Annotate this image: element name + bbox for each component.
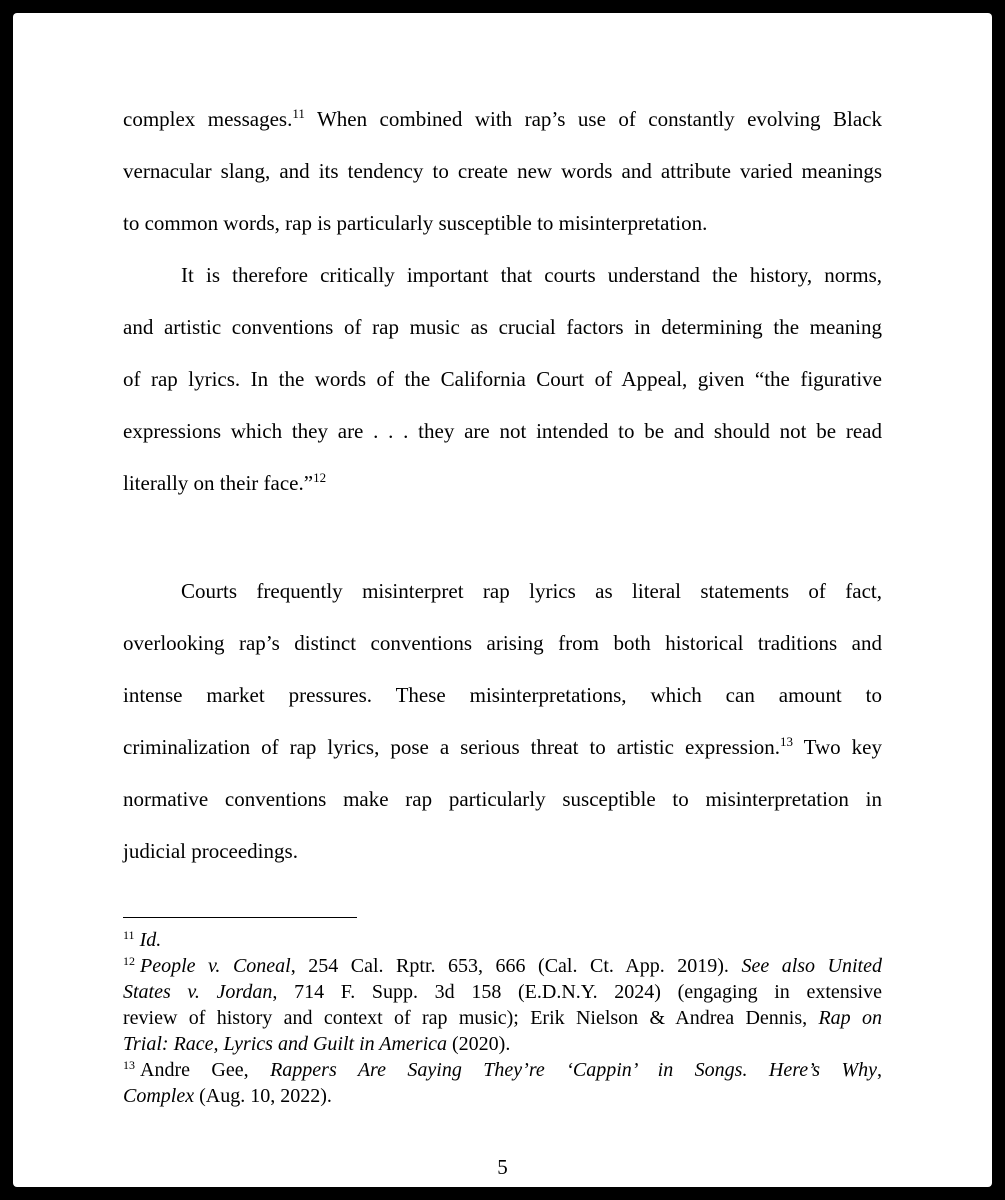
paragraph-2-line-5 xyxy=(123,457,882,509)
text-run: complex messages. xyxy=(123,107,293,131)
footnote-separator xyxy=(123,917,357,918)
footnote-12-line-2 xyxy=(123,979,882,1005)
footnote-text: Id. xyxy=(139,929,162,951)
body-text xyxy=(123,93,882,877)
paragraph-2-line-4: expressions which they are . . . they are not intended to be and should not be read xyxy=(123,419,882,443)
paragraph-3-line-2: overlooking rap’s distinct conventions arising from both historical traditions and xyxy=(123,631,882,655)
signal: See also United xyxy=(741,955,882,977)
citation: (Aug. 10, 2022). xyxy=(194,1085,332,1107)
book-title: Trial: Race, Lyrics and Guilt in America xyxy=(123,1033,448,1055)
text-run: Two key xyxy=(793,735,883,759)
citation: , 254 Cal. Rptr. 653, 666 (Cal. Ct. App. 2019). xyxy=(290,955,742,977)
citation: , xyxy=(876,1059,882,1081)
footnote-12-line-1 xyxy=(123,953,882,979)
publication-name: Complex xyxy=(123,1085,195,1107)
paragraph-1-line-1 xyxy=(123,93,882,145)
footnote-ref-11[interactable]: 11 xyxy=(292,106,305,121)
footnote-13-line-1 xyxy=(123,1057,882,1083)
footnote-number: 11 xyxy=(123,928,135,942)
book-title: Rap on xyxy=(818,1007,882,1029)
case-name: People v. Coneal xyxy=(140,955,291,977)
footnotes xyxy=(123,927,882,1109)
citation: Andre Gee, xyxy=(140,1059,271,1081)
paragraph-3-line-5: normative conventions make rap particularly susceptible to misinterpretation in xyxy=(123,787,882,811)
text-run: literally on their face.” xyxy=(123,471,314,495)
document-page xyxy=(13,13,992,1187)
text-run: When combined with rap’s use of constantly evolving Black xyxy=(304,107,882,131)
citation: , 714 F. Supp. 3d 158 (E.D.N.Y. 2024) (engaging in extensive xyxy=(272,981,882,1003)
paragraph-3-line-4 xyxy=(123,721,882,773)
citation: (2020). xyxy=(447,1033,511,1055)
footnote-11 xyxy=(123,927,882,953)
case-name: States v. Jordan xyxy=(123,981,273,1003)
footnote-number: 12 xyxy=(123,954,135,968)
paragraph-3-line-6: judicial proceedings. xyxy=(123,839,298,863)
text-run: criminalization of rap lyrics, pose a serious threat to artistic expression. xyxy=(123,735,781,759)
paragraph-1-line-3: to common words, rap is particularly susceptible to misinterpretation. xyxy=(123,211,708,235)
paragraph-2-line-3: of rap lyrics. In the words of the California Court of Appeal, given “the figurative xyxy=(123,367,882,391)
footnote-12-line-3 xyxy=(123,1005,882,1031)
paragraph-1-line-2: vernacular slang, and its tendency to create new words and attribute varied meanings xyxy=(123,159,882,183)
footnote-12-line-4 xyxy=(123,1031,882,1057)
page-number: 5 xyxy=(497,1155,508,1179)
section-heading xyxy=(123,513,882,565)
footnote-13-line-2 xyxy=(123,1083,882,1109)
paragraph-2-line-2: and artistic conventions of rap music as crucial factors in determining the meaning xyxy=(123,315,882,339)
paragraph-2-line-1: It is therefore critically important that courts understand the history, norms, xyxy=(181,263,882,287)
citation: review of history and context of rap music); Erik Nielson & Andrea Dennis, xyxy=(123,1007,819,1029)
footnote-ref-13[interactable]: 13 xyxy=(780,734,794,749)
article-title: Rappers Are Saying They’re ‘Cappin’ in Songs. Here’s Why xyxy=(270,1059,877,1081)
paragraph-3-line-3: intense market pressures. These misinterpretations, which can amount to xyxy=(123,683,882,707)
footnote-ref-12[interactable]: 12 xyxy=(313,470,327,485)
footnote-number: 13 xyxy=(123,1058,135,1072)
paragraph-3-line-1: Courts frequently misinterpret rap lyrics as literal statements of fact, xyxy=(181,579,882,603)
